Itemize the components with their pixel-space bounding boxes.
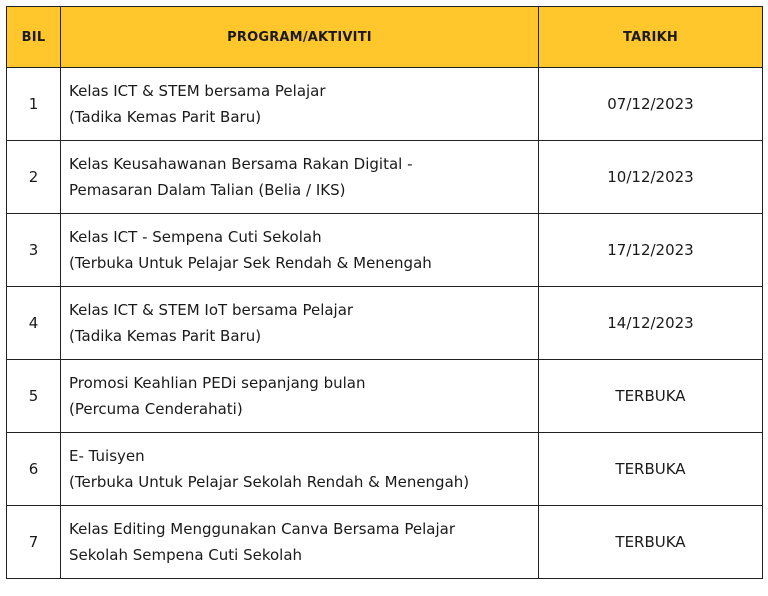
program-detail: Sekolah Sempena Cuti Sekolah [69,546,303,564]
program-title: Kelas Keusahawanan Bersama Rakan Digital - [69,155,413,173]
header-tarikh: TARIKH [539,7,763,68]
header-row [7,7,763,68]
program-detail: (Terbuka Untuk Pelajar Sek Rendah & Menengah [69,254,432,272]
program-title: Kelas ICT & STEM bersama Pelajar [69,82,326,100]
table-row [7,214,763,287]
row-number: 2 [7,141,61,214]
table-row [7,68,763,141]
program-cell [61,214,539,287]
program-detail: Pemasaran Dalam Talian (Belia / IKS) [69,181,346,199]
table-body [7,68,763,579]
table-row [7,433,763,506]
program-cell [61,287,539,360]
program-cell [61,506,539,579]
header-program: PROGRAM/AKTIVITI [61,7,539,68]
program-cell [61,433,539,506]
row-number: 5 [7,360,61,433]
table-row [7,506,763,579]
program-title: E- Tuisyen [69,447,145,465]
date-cell: TERBUKA [539,506,763,579]
program-title: Promosi Keahlian PEDi sepanjang bulan [69,374,366,392]
table-header [7,7,763,68]
program-schedule-table [6,6,763,579]
table-row [7,287,763,360]
program-title: Kelas ICT & STEM IoT bersama Pelajar [69,301,354,319]
date-cell: TERBUKA [539,360,763,433]
program-schedule-table-container [6,6,762,579]
table-row [7,360,763,433]
program-detail: (Percuma Cenderahati) [69,400,243,418]
program-detail: (Terbuka Untuk Pelajar Sekolah Rendah & Menengah) [69,473,470,491]
date-cell: 07/12/2023 [539,68,763,141]
date-cell: 10/12/2023 [539,141,763,214]
date-cell: 14/12/2023 [539,287,763,360]
row-number: 7 [7,506,61,579]
date-cell: 17/12/2023 [539,214,763,287]
row-number: 3 [7,214,61,287]
row-number: 1 [7,68,61,141]
program-cell [61,68,539,141]
program-cell [61,141,539,214]
date-cell: TERBUKA [539,433,763,506]
program-detail: (Tadika Kemas Parit Baru) [69,327,262,345]
program-title: Kelas ICT - Sempena Cuti Sekolah [69,228,322,246]
program-detail: (Tadika Kemas Parit Baru) [69,108,262,126]
row-number: 6 [7,433,61,506]
program-title: Kelas Editing Menggunakan Canva Bersama Pelajar [69,520,455,538]
row-number: 4 [7,287,61,360]
table-row [7,141,763,214]
program-cell [61,360,539,433]
header-bil: BIL [7,7,61,68]
